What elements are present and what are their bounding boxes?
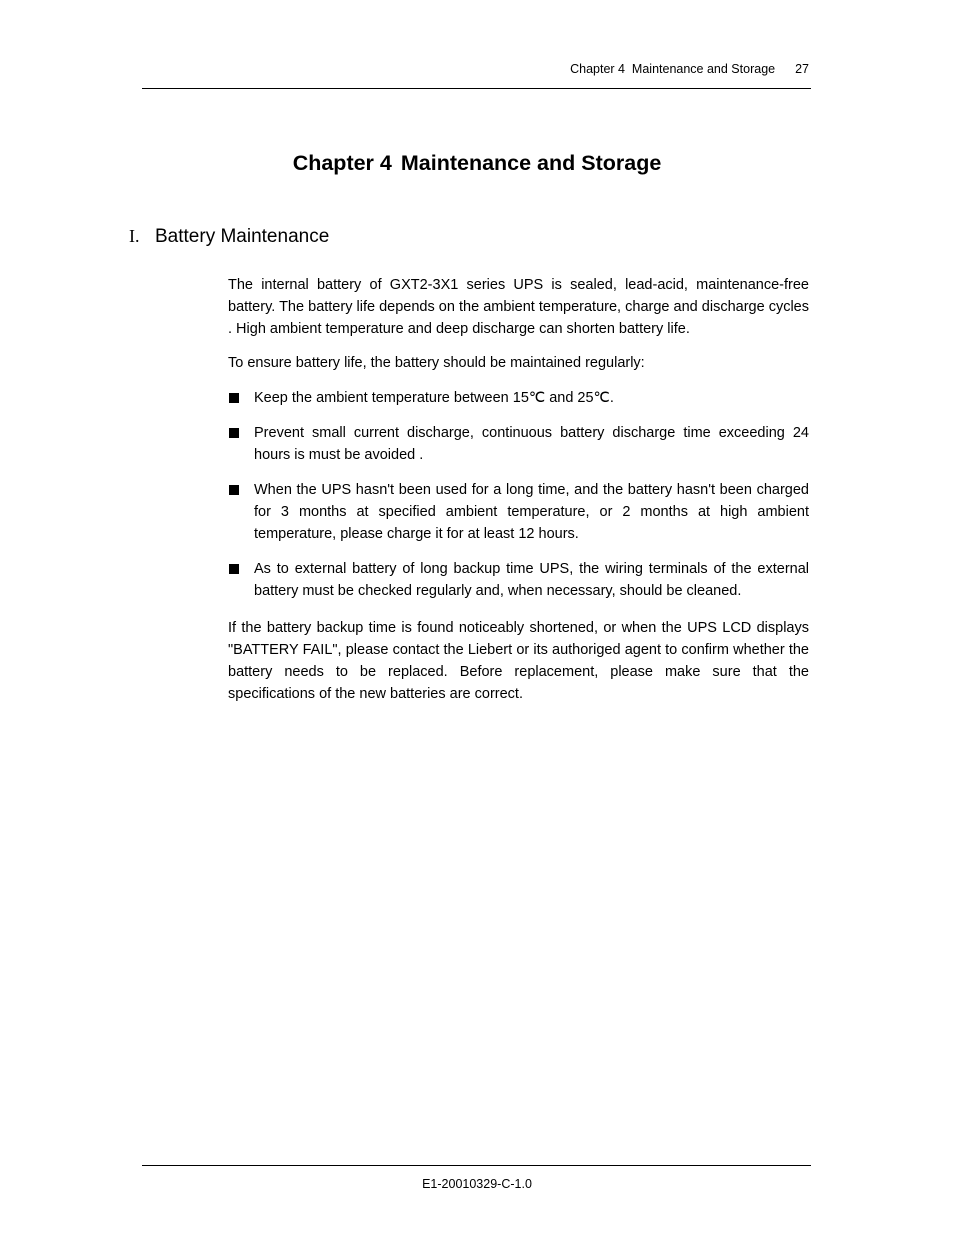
section-numeral: I. bbox=[129, 226, 140, 246]
chapter-number: Chapter 4 bbox=[292, 151, 392, 175]
section-heading bbox=[129, 226, 329, 248]
section-title: Battery Maintenance bbox=[155, 226, 330, 247]
maintenance-lead-paragraph: To ensure battery life, the battery should be maintained regularly: bbox=[228, 355, 645, 371]
square-bullet-icon bbox=[229, 564, 239, 574]
footer-doc-code: E1-20010329-C-1.0 bbox=[422, 1177, 532, 1191]
chapter-title-text: Maintenance and Storage bbox=[400, 151, 662, 175]
page-number: 27 bbox=[795, 62, 809, 76]
bullet-text: Keep the ambient temperature between 15℃ and 25℃. bbox=[254, 390, 614, 406]
list-item bbox=[228, 422, 809, 466]
footer-divider bbox=[142, 1165, 811, 1166]
list-item bbox=[228, 558, 809, 602]
header-chapter-label: Chapter 4 Maintenance and Storage bbox=[570, 62, 776, 76]
header-divider bbox=[142, 88, 811, 89]
page-header bbox=[570, 62, 809, 76]
list-item bbox=[228, 387, 809, 409]
square-bullet-icon bbox=[229, 393, 239, 403]
list-item bbox=[228, 479, 809, 545]
bullet-text: As to external battery of long backup time UPS, the wiring terminals of the external battery must be checked regularly and, when necessary, should be cleaned. bbox=[254, 561, 809, 599]
bullet-text: When the UPS hasn't been used for a long time, and the battery hasn't been charged for 3 months at specified ambient temperature, or 2 months at high ambient temperature, please charge it for at least 12 hours. bbox=[254, 482, 809, 542]
maintenance-bullet-list bbox=[228, 387, 809, 602]
chapter-title bbox=[0, 151, 954, 176]
intro-paragraph: The internal battery of GXT2-3X1 series UPS is sealed, lead-acid, maintenance-free battery. The battery life depends on the ambient temperature, charge and discharge cycles . High ambient temperature and deep discharge can shorten battery life. bbox=[228, 277, 809, 337]
square-bullet-icon bbox=[229, 485, 239, 495]
square-bullet-icon bbox=[229, 428, 239, 438]
bullet-text: Prevent small current discharge, continuous battery discharge time exceeding 24 hours is must be avoided . bbox=[254, 425, 809, 463]
replacement-paragraph: If the battery backup time is found noticeably shortened, or when the UPS LCD displays "BATTERY FAIL", please contact the Liebert or its authoriged agent to confirm whether the battery needs to be replaced. Before replacement, please make sure that the specifications of the new batteries are correct. bbox=[228, 620, 809, 702]
